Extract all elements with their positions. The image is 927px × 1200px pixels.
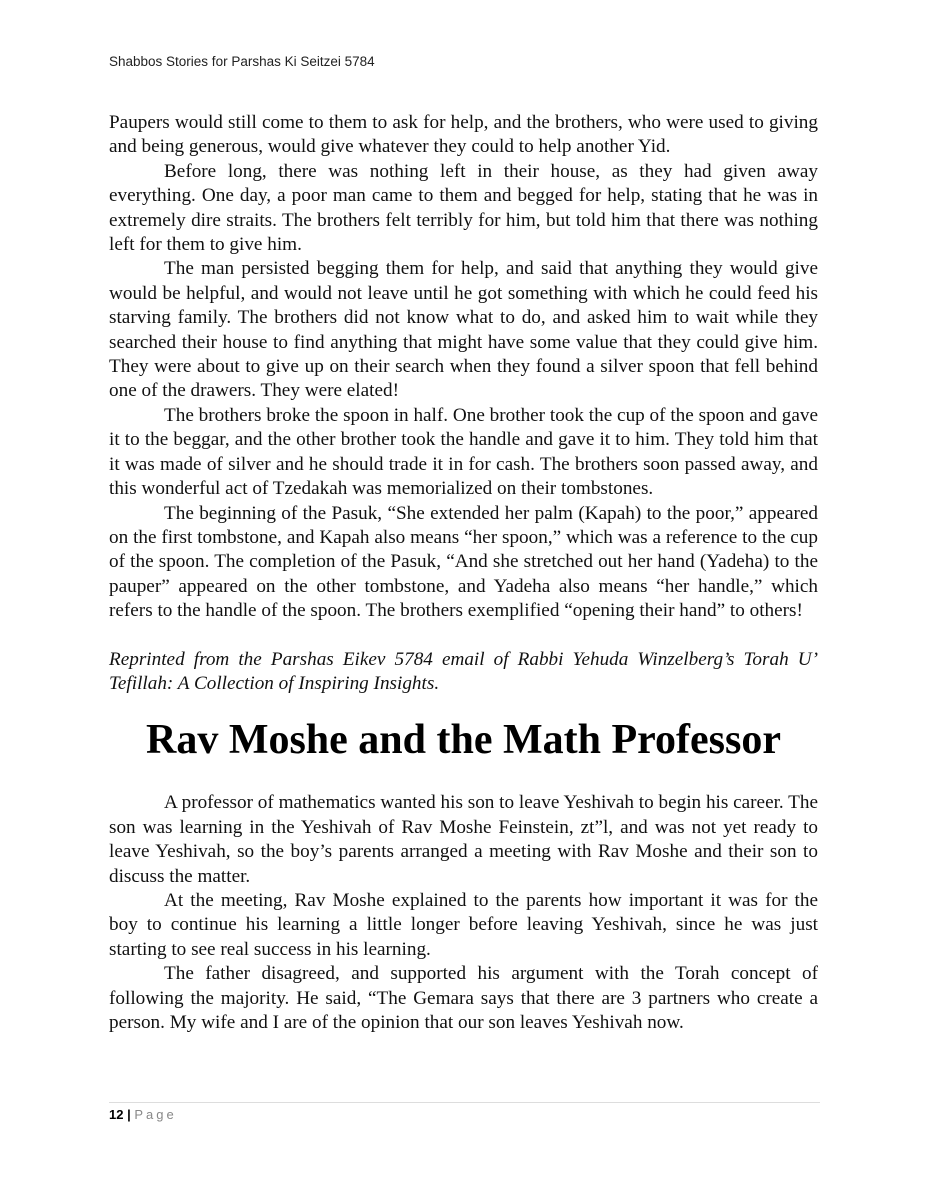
- page-footer: [109, 1107, 177, 1122]
- source-credit: Reprinted from the Parshas Eikev 5784 email of Rabbi Yehuda Winzelberg’s Torah U’ Tefillah: A Collection of Inspiring Insights.: [109, 648, 818, 694]
- footer-separator: |: [127, 1107, 131, 1122]
- page-number: 12: [109, 1107, 124, 1122]
- paragraph: At the meeting, Rav Moshe explained to the parents how important it was for the boy to continue his learning a little longer before leaving Yeshivah, since he was just starting to see real success in his learning.: [109, 889, 818, 960]
- paragraph: Before long, there was nothing left in their house, as they had given away everything. One day, a poor man came to them and begged for help, stating that he was in extremely dire straits. The brothers felt terribly for him, but told him that there was nothing left for them to give him.: [109, 160, 818, 256]
- paragraph: The brothers broke the spoon in half. One brother took the cup of the spoon and gave it to the beggar, and the other brother took the handle and gave it to him. They told him that it was made of silver and he should trade it in for cash. The brothers soon passed away, and this wonderful act of Tzedakah was memorialized on their tombstones.: [109, 404, 818, 500]
- paragraph: The beginning of the Pasuk, “She extended her palm (Kapah) to the poor,” appeared on the first tombstone, and Kapah also means “her spoon,” which was a reference to the cup of the spoon. The completion of the Pasuk, “And she stretched out her hand (Yadeha) to the pauper” appeared on the other tombstone, and Yadeha also means “her handle,” which refers to the handle of the spoon. The brothers exemplified “opening their hand” to others!: [109, 502, 818, 622]
- paragraph: Paupers would still come to them to ask for help, and the brothers, who were used to giving and being generous, would give whatever they could to help another Yid.: [109, 112, 818, 158]
- page-header: Shabbos Stories for Parshas Ki Seitzei 5784: [109, 54, 375, 69]
- paragraph: The father disagreed, and supported his argument with the Torah concept of following the majority. He said, “The Gemara says that there are 3 partners who create a person. My wife and I are of the opinion that our son leaves Yeshivah now.: [109, 963, 818, 1033]
- paragraph: The man persisted begging them for help, and said that anything they would give would be helpful, and would not leave until he got something with which he could feed his starving family. The brothers did not know what to do, and asked him to wait while they searched their house to find anything that might have some value that they could give him. They were about to give up on their search when they found a silver spoon that fell behind one of the drawers. They were elated!: [109, 258, 818, 402]
- page-label: Page: [134, 1107, 177, 1122]
- document-body: [109, 111, 818, 1035]
- story-title: Rav Moshe and the Math Professor: [145, 717, 781, 764]
- paragraph: A professor of mathematics wanted his son to leave Yeshivah to begin his career. The son was learning in the Yeshivah of Rav Moshe Feinstein, zt”l, and was not yet ready to leave Yeshivah, so the boy’s parents arranged a meeting with Rav Moshe and their son to discuss the matter.: [109, 792, 819, 887]
- footer-divider: [109, 1102, 820, 1103]
